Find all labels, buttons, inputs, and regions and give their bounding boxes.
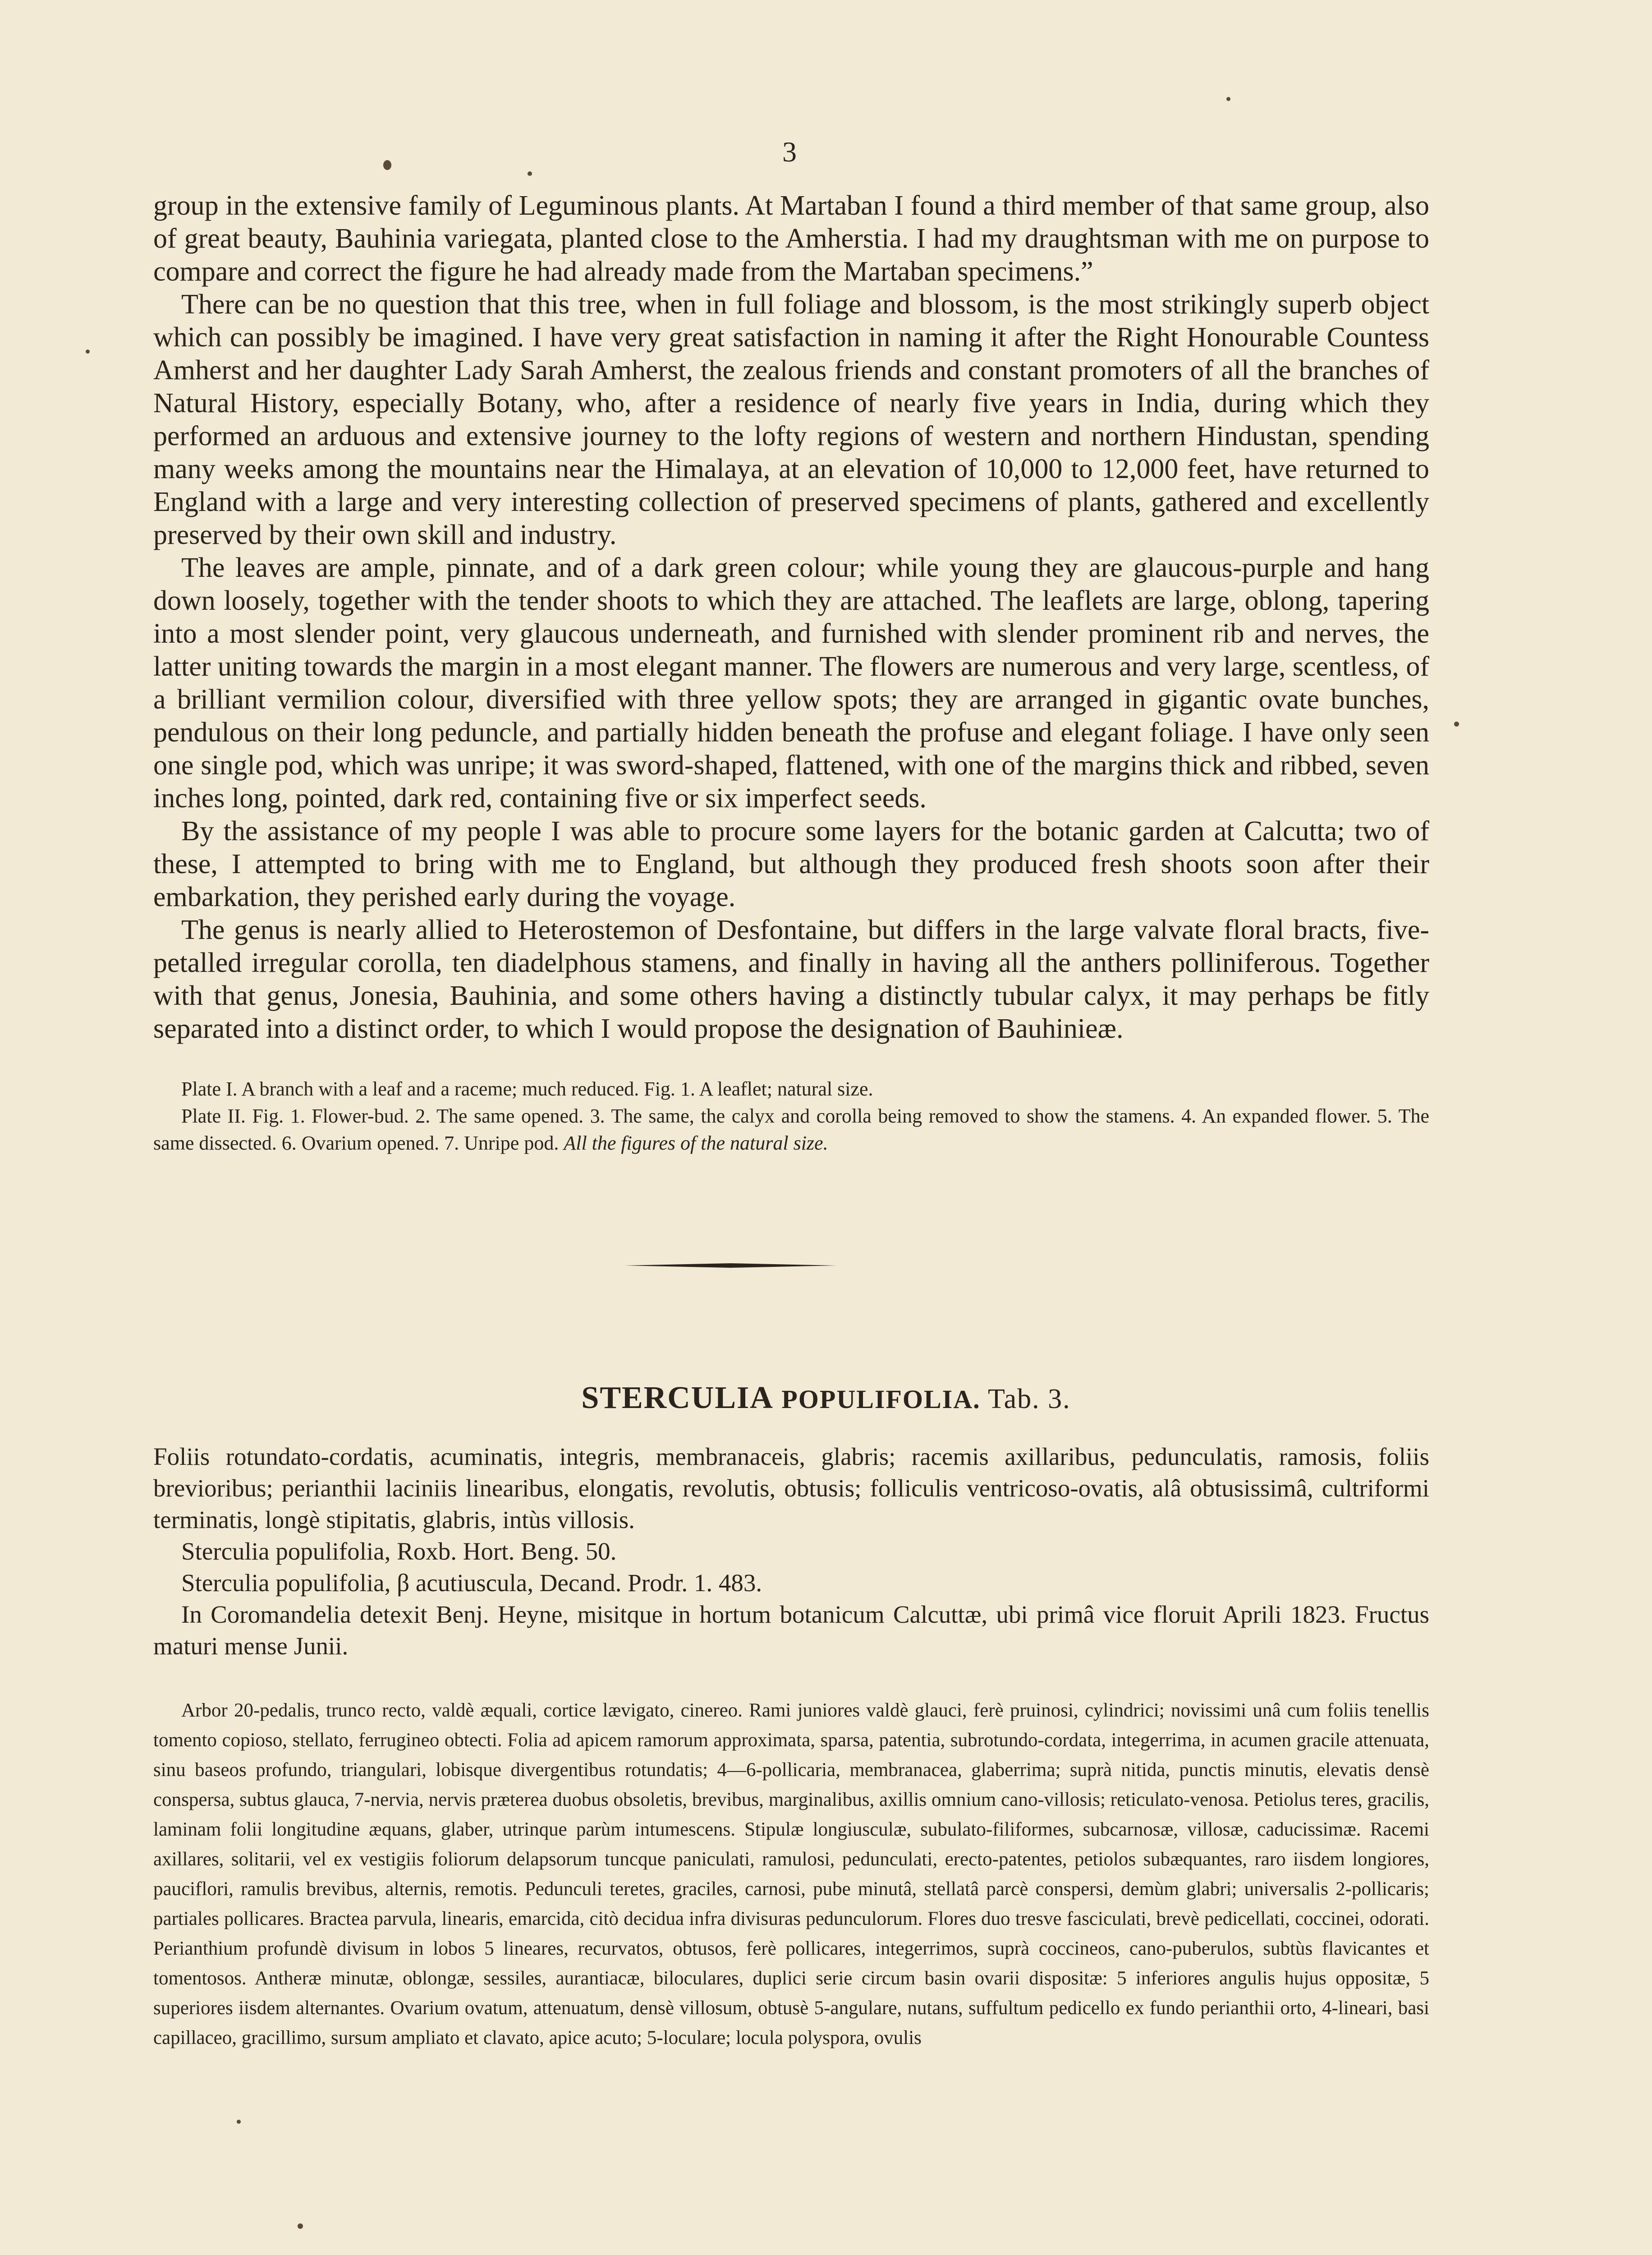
plate-two-caption xyxy=(153,1103,1429,1157)
synonym-decandolle: Sterculia populifolia, β acutiuscula, Decand. Prodr. 1. 483. xyxy=(181,1569,762,1597)
habitat-note: In Coromandelia detexit Benj. Heyne, misitque in hortum botanicum Calcuttæ, ubi primâ vice floruit Aprili 1823. Fructus maturi mense Junii. xyxy=(153,1601,1429,1660)
species-heading xyxy=(0,1380,1652,1416)
continued-text-block xyxy=(153,189,1429,1045)
paper-speck xyxy=(528,171,532,176)
description-block xyxy=(153,1696,1429,2053)
tab-reference: Tab. 3. xyxy=(988,1384,1071,1414)
plate-two-figures: Plate II. Fig. 1. Flower-bud. 2. The same opened. 3. The same, the calyx and corolla being removed to show the stamens. 4. An expanded flower. 5. The same dissected. 6. Ovarium opened. 7. Unripe pod. xyxy=(153,1105,1429,1154)
page-number: 3 xyxy=(782,136,797,168)
description-text: Arbor 20-pedalis, trunco recto, valdè æquali, cortice lævigato, cinereo. Rami juniores valdè glauci, ferè pruinosi, cylindrici; novissimi unâ cum foliis tenellis tomento copioso, stellato, ferrugineo obtecti. Folia ad apicem ramorum approximata, sparsa, patentia, subrotundo-cordata, integerrima, in acumen gracile attenuata, sinu baseos profundo, triangulari, lobisque divergentibus rotundatis; 4—6-pollicaria, membranacea, glaberrima; suprà nitida, punctis minutis, elevatis densè conspersa, subtus glauca, 7-nervia, nervis præterea duobus obsoletis, brevibus, marginalibus, axillis omnium cano-villosis; reticulato-venosa. Petiolus teres, gracilis, laminam folii longitudine æquans, glaber, utrinque parùm intumescens. Stipulæ longiusculæ, subulato-filiformes, subcarnosæ, villosæ, caducissimæ. Racemi axillares, solitarii, vel ex vestigiis foliorum delapsorum tuncque paniculati, ramulosi, pedunculati, erecto-patentes, petiolos subæquantes, raro iisdem longiores, pauciflori, ramulis brevibus, alternis, remotis. Pedunculi teretes, graciles, carnosi, pube minutâ, stellatâ parcè conspersi, demùm glabri; universalis 2-pollicaris; partiales pollicares. Bractea parvula, linearis, emarcida, citò decidua infra divisuras pedunculorum. Flores duo tresve fasciculati, brevè pedicellati, coccinei, odorati. Perianthium profundè divisum in lobos 5 lineares, recurvatos, obtusos, ferè pollicares, integerrimos, suprà coccineos, cano-puberulos, subtùs flavicantes et tomentosos. Antheræ minutæ, oblongæ, sessiles, aurantiacæ, biloculares, duplici serie circum basin ovarii dispositæ: 5 inferiores angulis hujus oppositæ, 5 superiores iisdem alternantes. Ovarium ovatum, attenuatum, densè villosum, obtusè 5-angulare, nutans, suffultum pedicello ex fundo perianthii orto, 4-lineari, basi capillaceo, gracillimo, sursum ampliato et clavato, apice acuto; 5-loculare; locula polyspora, ovulis xyxy=(153,1700,1429,2048)
synonym-roxburgh: Sterculia populifolia, Roxb. Hort. Beng. 50. xyxy=(181,1537,617,1565)
plate-note: All the figures of the natural size. xyxy=(564,1132,828,1154)
plate-explanations xyxy=(153,1076,1429,1157)
paragraph-amherst-dedication: There can be no question that this tree, when in full foliage and blossom, is the most strikingly superb object which can possibly be imagined. I have very great satisfaction in naming it after the Right Honourable Countess Amherst and her daughter Lady Sarah Amherst, the zealous friends and constant promoters of all the branches of Natural History, especially Botany, who, after a residence of nearly five years in India, during which they performed an arduous and extensive journey to the lofty regions of western and northern Hindustan, spending many weeks among the mountains near the Himalaya, at an elevation of 10,000 to 12,000 feet, have returned to England with a large and very interesting collection of preserved specimens of plants, gathered and excellently preserved by their own skill and industry. xyxy=(153,289,1429,550)
genus-name: STERCULIA xyxy=(581,1381,774,1415)
paper-speck xyxy=(86,350,90,354)
paper-speck xyxy=(1226,97,1230,101)
section-divider-rule xyxy=(624,1263,836,1268)
diagnosis-text: Foliis rotundato-cordatis, acuminatis, integris, membranaceis, glabris; racemis axillaribus, pedunculatis, ramosis, foliis brevioribus; perianthii laciniis linearibus, elongatis, revolutis, obtusis; folliculis ventricoso-ovatis, alâ obtusissimâ, cultriformi terminatis, longè stipitatis, glabris, intùs villosis. xyxy=(153,1443,1429,1533)
plate-one-caption: Plate I. A branch with a leaf and a raceme; much reduced. Fig. 1. A leaflet; natural size. xyxy=(181,1078,873,1100)
paragraph-genus-affinity: The genus is nearly allied to Heterostemon of Desfontaine, but differs in the large valvate floral bracts, five-petalled irregular corolla, ten diadelphous stamens, and finally in having all the anthers polliniferous. Together with that genus, Jonesia, Bauhinia, and some others having a distinctly tubular calyx, it may perhaps be fitly separated into a distinct order, to which I would propose the designation of Bauhinieæ. xyxy=(153,915,1429,1044)
paragraph-leaves-description: The leaves are ample, pinnate, and of a dark green colour; while young they are glaucous-purple and hang down loosely, together with the tender shoots to which they are attached. The leaflets are large, oblong, tapering into a most slender point, very glaucous underneath, and furnished with slender prominent rib and nerves, the latter uniting towards the margin in a most elegant manner. The flowers are numerous and very large, scentless, of a brilliant vermilion colour, diversified with three yellow spots; they are arranged in gigantic ovate bunches, pendulous on their long peduncle, and partially hidden beneath the profuse and elegant foliage. I have only seen one single pod, which was unripe; it was sword-shaped, flattened, with one of the margins thick and ribbed, seven inches long, pointed, dark red, containing five or six imperfect seeds. xyxy=(153,552,1429,814)
paper-speck xyxy=(237,2120,241,2124)
paragraph-layers: By the assistance of my people I was able to procure some layers for the botanic garden at Calcutta; two of these, I attempted to bring with me to England, but although they produced fresh shoots soon after their embarkation, they perished early during the voyage. xyxy=(153,816,1429,912)
paper-speck xyxy=(383,160,391,170)
paragraph-continued: group in the extensive family of Leguminous plants. At Martaban I found a third member of that same group, also of great beauty, Bauhinia variegata, planted close to the Amherstia. I had my draughtsman with me on purpose to compare and correct the figure he had already made from the Martaban specimens.” xyxy=(153,190,1429,287)
paper-speck xyxy=(1454,722,1459,727)
diagnosis-block xyxy=(153,1441,1429,1662)
species-name: POPULIFOLIA. xyxy=(781,1385,981,1414)
paper-speck xyxy=(298,2223,303,2229)
